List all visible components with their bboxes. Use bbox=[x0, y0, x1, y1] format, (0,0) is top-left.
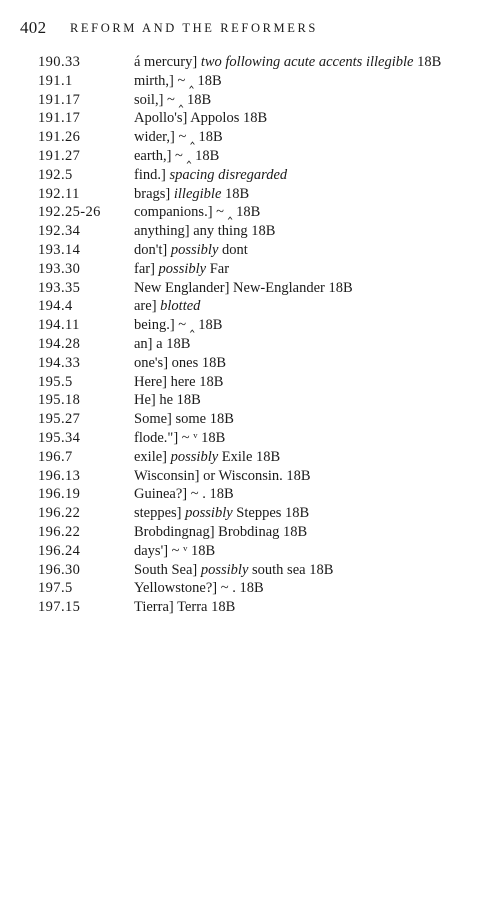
emendation-entry bbox=[38, 561, 458, 580]
reading-text: companions.] ~ ‸ 18B bbox=[134, 204, 261, 221]
reading-text: 18B bbox=[413, 54, 442, 70]
reading-text: á mercury] bbox=[134, 54, 201, 70]
line-reference: 196.19 bbox=[38, 486, 81, 503]
emendation-text bbox=[134, 91, 458, 110]
reading-text: an] a 18B bbox=[134, 335, 191, 352]
reading-text: anything] any thing 18B bbox=[134, 223, 276, 240]
emendation-entry bbox=[38, 598, 458, 617]
reading-text: wider,] ~ ‸ 18B bbox=[134, 129, 223, 146]
emendation-entry bbox=[38, 448, 458, 467]
line-reference: 194.4 bbox=[38, 298, 73, 315]
emendation-entry bbox=[38, 147, 458, 166]
emendation-text bbox=[134, 260, 458, 279]
line-reference: 193.35 bbox=[38, 279, 81, 296]
line-reference: 192.34 bbox=[38, 223, 81, 240]
editorial-note: possibly bbox=[170, 241, 219, 258]
line-reference: 194.11 bbox=[38, 317, 80, 334]
emendation-entry bbox=[38, 354, 458, 373]
line-reference: 191.27 bbox=[38, 147, 81, 164]
emendation-entry bbox=[38, 297, 458, 316]
editorial-note: blotted bbox=[160, 298, 201, 315]
emendation-entry bbox=[38, 429, 458, 448]
line-reference: 193.30 bbox=[38, 260, 81, 277]
page-number: 402 bbox=[20, 18, 47, 37]
reading-text: Here] here 18B bbox=[134, 373, 224, 390]
reading-text: steppes] bbox=[134, 505, 186, 522]
editorial-note: possibly bbox=[170, 448, 219, 465]
emendation-text bbox=[134, 241, 458, 260]
editorial-note: possibly bbox=[200, 561, 249, 578]
line-reference: 190.33 bbox=[38, 54, 81, 70]
reading-text: being.] ~ ‸ 18B bbox=[134, 317, 223, 334]
reading-text: He] he 18B bbox=[134, 392, 201, 409]
emendation-entry bbox=[38, 166, 458, 185]
editorial-note: illegible bbox=[173, 185, 222, 202]
reading-text: dont bbox=[218, 241, 248, 258]
emendation-text bbox=[134, 279, 458, 298]
editorial-note: spacing disregarded bbox=[169, 166, 288, 183]
emendation-text bbox=[134, 109, 458, 128]
reading-text: mirth,] ~ ‸ 18B bbox=[134, 72, 222, 89]
reading-text: one's] ones 18B bbox=[134, 354, 227, 371]
emendation-text bbox=[134, 448, 458, 467]
line-reference: 194.28 bbox=[38, 335, 81, 352]
emendation-entry bbox=[38, 391, 458, 410]
emendation-entry bbox=[38, 542, 458, 561]
emendation-entry bbox=[38, 504, 458, 523]
reading-text: Tierra] Terra 18B bbox=[134, 599, 236, 616]
emendation-entry bbox=[38, 185, 458, 204]
emendation-entry bbox=[38, 91, 458, 110]
line-reference: 194.33 bbox=[38, 354, 81, 371]
emendation-entry bbox=[38, 72, 458, 91]
reading-text: Yellowstone?] ~ . 18B bbox=[134, 580, 264, 597]
reading-text: soil,] ~ ‸ 18B bbox=[134, 91, 212, 108]
emendation-entry bbox=[38, 523, 458, 542]
emendation-entry bbox=[38, 128, 458, 147]
line-reference: 196.24 bbox=[38, 542, 81, 559]
line-reference: 196.13 bbox=[38, 467, 81, 484]
emendation-text bbox=[134, 523, 458, 542]
emendation-entry bbox=[38, 279, 458, 298]
reading-text: Guinea?] ~ . 18B bbox=[134, 486, 234, 503]
emendation-text bbox=[134, 485, 458, 504]
emendation-text bbox=[134, 504, 458, 523]
emendation-text bbox=[134, 354, 458, 373]
line-reference: 192.11 bbox=[38, 185, 80, 202]
emendation-text bbox=[134, 542, 458, 561]
line-reference: 191.26 bbox=[38, 129, 81, 146]
reading-text: Apollo's] Appolos 18B bbox=[134, 110, 268, 127]
line-reference: 195.34 bbox=[38, 429, 81, 446]
emendation-entry bbox=[38, 467, 458, 486]
line-reference: 193.14 bbox=[38, 241, 81, 258]
running-title: REFORM AND THE REFORMERS bbox=[70, 21, 318, 35]
reading-text: South Sea] bbox=[134, 561, 201, 578]
line-reference: 192.25-26 bbox=[38, 204, 101, 221]
reading-text: find.] bbox=[134, 166, 170, 183]
emendation-entry bbox=[38, 222, 458, 241]
emendation-text bbox=[134, 222, 458, 241]
line-reference: 191.17 bbox=[38, 110, 81, 127]
line-reference: 196.7 bbox=[38, 448, 73, 465]
emendation-text bbox=[134, 316, 458, 335]
emendation-entry bbox=[38, 373, 458, 392]
page-header bbox=[20, 18, 460, 42]
emendation-entry bbox=[38, 485, 458, 504]
reading-text: flode."] ~ ᵛ 18B bbox=[134, 429, 226, 446]
emendation-entry bbox=[38, 579, 458, 598]
emendation-entry bbox=[38, 260, 458, 279]
emendation-text bbox=[134, 579, 458, 598]
emendation-text bbox=[134, 373, 458, 392]
emendation-text bbox=[134, 72, 458, 91]
emendation-text bbox=[134, 429, 458, 448]
editorial-note: possibly bbox=[185, 505, 233, 522]
emendation-text bbox=[134, 147, 458, 166]
line-reference: 195.27 bbox=[38, 411, 81, 428]
line-reference: 192.5 bbox=[38, 166, 73, 183]
emendation-entry bbox=[38, 410, 458, 429]
emendation-text bbox=[134, 561, 458, 580]
editorial-note: two following acute accents illegible bbox=[200, 54, 414, 70]
reading-text: Far bbox=[206, 260, 230, 277]
emendation-text bbox=[134, 166, 458, 185]
emendation-text bbox=[134, 53, 458, 72]
line-reference: 191.1 bbox=[38, 72, 73, 89]
reading-text: earth,] ~ ‸ 18B bbox=[134, 147, 220, 164]
reading-text: south sea 18B bbox=[248, 561, 334, 578]
reading-text: Exile 18B bbox=[218, 448, 281, 465]
emendation-entry bbox=[38, 335, 458, 354]
reading-text: Some] some 18B bbox=[134, 411, 234, 428]
line-reference: 196.30 bbox=[38, 561, 81, 578]
line-reference: 195.18 bbox=[38, 392, 81, 409]
line-reference: 191.17 bbox=[38, 91, 81, 108]
emendation-text bbox=[134, 391, 458, 410]
reading-text: are] bbox=[134, 298, 161, 315]
reading-text: brags] bbox=[134, 185, 174, 202]
reading-text: Steppes 18B bbox=[232, 505, 310, 522]
emendation-text bbox=[134, 467, 458, 486]
reading-text: Wisconsin] or Wisconsin. 18B bbox=[134, 467, 311, 484]
emendation-text bbox=[134, 598, 458, 617]
line-reference: 197.15 bbox=[38, 599, 81, 616]
emendation-entry bbox=[38, 316, 458, 335]
emendation-entry bbox=[38, 203, 458, 222]
reading-text: New Englander] New-Englander 18B bbox=[134, 279, 353, 296]
line-reference: 196.22 bbox=[38, 523, 81, 540]
emendation-text bbox=[134, 335, 458, 354]
editorial-note: possibly bbox=[158, 260, 207, 277]
emendation-text bbox=[134, 297, 458, 316]
emendation-entry bbox=[38, 53, 458, 72]
line-reference: 195.5 bbox=[38, 373, 73, 390]
emendation-text bbox=[134, 410, 458, 429]
reading-text: 18B bbox=[221, 185, 250, 202]
reading-text: exile] bbox=[134, 448, 171, 465]
line-reference: 197.5 bbox=[38, 580, 73, 597]
emendation-text bbox=[134, 185, 458, 204]
reading-text: far] bbox=[134, 260, 159, 277]
emendation-text bbox=[134, 203, 458, 222]
emendation-entry bbox=[38, 109, 458, 128]
reading-text: days'] ~ ᵛ 18B bbox=[134, 542, 216, 559]
reading-text: don't] bbox=[134, 241, 171, 258]
emendation-entry bbox=[38, 241, 458, 260]
emendation-text bbox=[134, 128, 458, 147]
line-reference: 196.22 bbox=[38, 505, 81, 522]
emendation-list bbox=[38, 53, 458, 617]
reading-text: Brobdingnag] Brobdinag 18B bbox=[134, 523, 308, 540]
